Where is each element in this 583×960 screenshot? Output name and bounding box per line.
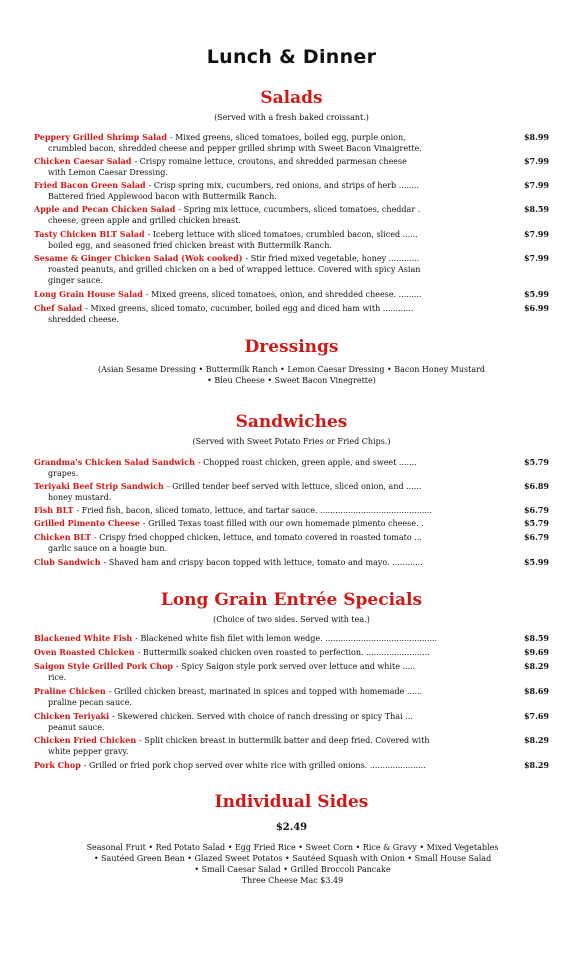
sides-line: Seasonal Fruit • Red Potato Salad • Egg Fried Rice • Sweet Corn • Rice & Gravy • Mixed Vegetables: [86, 843, 499, 852]
item-name: Oven Roasted Chicken: [34, 647, 135, 657]
item-name: Teriyaki Beef Strip Sandwich: [34, 481, 164, 491]
item-desc: - Skewered chicken. Served with choice of ranch dressing or spicy Thai ...: [112, 712, 413, 721]
item-name: Grilled Pimento Cheese: [34, 518, 140, 528]
sides-list: [30, 842, 555, 886]
sandwiches-heading: Sandwiches: [235, 412, 348, 432]
item-price: $8.69: [523, 686, 549, 696]
menu-item: [34, 633, 549, 644]
item-name: Chicken Teriyaki: [34, 711, 110, 721]
item-name: Pork Chop: [34, 760, 81, 770]
item-desc: - Mixed greens, sliced tomatoes, boiled egg, purple onion,: [169, 133, 406, 142]
item-name: Saigon Style Grilled Pork Chop: [34, 661, 173, 671]
salads-note: (Served with a fresh baked croissant.): [214, 113, 369, 122]
item-desc-cont: ginger sauce.: [48, 276, 103, 285]
sides-price: $2.49: [275, 822, 308, 833]
item-desc-cont: white pepper gravy.: [48, 747, 129, 756]
item-desc: - Grilled or fried pork chop served over white rice with grilled onions. ......................: [83, 761, 426, 770]
item-desc: - Mixed greens, sliced tomatoes, onion, and shredded cheese. .........: [145, 290, 422, 299]
item-name: Club Sandwich: [34, 557, 101, 567]
item-name: Praline Chicken: [34, 686, 106, 696]
item-price: $5.99: [523, 289, 549, 299]
item-name: Chef Salad: [34, 303, 83, 313]
item-desc: - Crispy fried chopped chicken, lettuce, and tomato covered in roasted tomato ...: [94, 533, 422, 542]
sandwiches-note: (Served with Sweet Potato Fries or Fried Chips.): [192, 437, 391, 446]
menu-item: [34, 661, 549, 683]
menu-item: [34, 557, 549, 568]
item-name: Apple and Pecan Chicken Salad: [34, 204, 176, 214]
item-price: $6.99: [523, 303, 549, 313]
sides-line: • Sautéed Green Bean • Glazed Sweet Potatos • Sautéed Squash with Onion • Small House Salad: [93, 854, 492, 863]
item-price: $8.59: [523, 204, 549, 214]
menu-item: [34, 204, 549, 226]
salads-heading: Salads: [260, 88, 323, 108]
item-price: $7.99: [523, 253, 549, 263]
item-desc: - Mixed greens, sliced tomato, cucumber, boiled egg and diced ham with ............: [85, 304, 414, 313]
item-price: $8.99: [523, 132, 549, 142]
menu-item: [34, 760, 549, 771]
sides-line: • Small Caesar Salad • Grilled Broccoli Pancake: [194, 865, 391, 874]
menu-item: [34, 481, 549, 503]
item-price: $7.99: [523, 156, 549, 166]
menu-item: [34, 532, 549, 554]
item-price: $5.79: [523, 457, 549, 467]
item-desc: - Spring mix lettuce, cucumbers, sliced tomatoes, cheddar .: [178, 205, 421, 214]
item-price: $8.29: [523, 735, 549, 745]
item-desc: - Stir fried mixed vegetable, honey ............: [245, 254, 420, 263]
menu-item: [34, 156, 549, 178]
item-price: $6.79: [523, 505, 549, 515]
item-price: $8.59: [523, 633, 549, 643]
item-desc: - Grilled tender beef served with lettuce, sliced onion, and ......: [166, 482, 422, 491]
menu-item: [34, 303, 549, 325]
item-price: $8.29: [523, 760, 549, 770]
entrees-note: (Choice of two sides. Served with tea.): [213, 615, 370, 624]
item-desc-cont: garlic sauce on a hoagie bun.: [48, 544, 168, 553]
menu-item: [34, 735, 549, 757]
item-name: Fried Bacon Green Salad: [34, 180, 146, 190]
menu-item: [34, 132, 549, 154]
item-price: $5.79: [523, 518, 549, 528]
item-desc-cont: peanut sauce.: [48, 723, 105, 732]
entrees-heading: Long Grain Entrée Specials: [160, 590, 423, 610]
dressings-line: • Bleu Cheese • Sweet Bacon Vinegrette): [207, 376, 376, 385]
item-name: Fish BLT: [34, 505, 74, 515]
item-name: Chicken Caesar Salad: [34, 156, 132, 166]
item-name: Sesame & Ginger Chicken Salad (Wok cooked): [34, 253, 243, 263]
item-desc: - Crispy romaine lettuce, croutons, and shredded parmesan cheese: [134, 157, 407, 166]
item-desc-cont: Battered fried Applewood bacon with Buttermilk Ranch.: [48, 192, 277, 201]
item-desc: - Buttermilk soaked chicken oven roasted to perfection. .........................: [137, 648, 430, 657]
item-desc-cont: boiled egg, and seasoned fried chicken breast with Buttermilk Ranch.: [48, 241, 332, 250]
item-desc-cont: with Lemon Caesar Dressing.: [48, 168, 168, 177]
menu-item: [34, 457, 549, 479]
item-desc: - Crisp spring mix, cucumbers, red onions, and strips of herb ........: [148, 181, 420, 190]
item-name: Long Grain House Salad: [34, 289, 143, 299]
dressings-list: [30, 364, 553, 386]
item-desc-cont: roasted peanuts, and grilled chicken on a bed of wrapped lettuce. Covered with spicy Asian: [48, 265, 421, 274]
menu-item: [34, 518, 549, 529]
item-name: Blackened White Fish: [34, 633, 133, 643]
menu-item: [34, 505, 549, 516]
menu-item: [34, 647, 549, 658]
item-desc: - Chopped roast chicken, green apple, and sweet .......: [197, 458, 417, 467]
item-price: $9.69: [523, 647, 549, 657]
item-desc-cont: rice.: [48, 673, 67, 682]
item-price: $7.99: [523, 180, 549, 190]
item-desc: - Blackened white fish filet with lemon wedge. ............................................: [135, 634, 438, 643]
item-desc-cont: praline pecan sauce.: [48, 698, 132, 707]
item-desc: - Shaved ham and crispy bacon topped with lettuce, tomato and mayo. ............: [103, 558, 423, 567]
item-name: Chicken Fried Chicken: [34, 735, 137, 745]
item-desc-cont: honey mustard.: [48, 493, 112, 502]
item-desc: - Spicy Saigon style pork served over lettuce and white .....: [176, 662, 416, 671]
page-title: Lunch & Dinner: [206, 46, 377, 68]
menu-item: [34, 253, 549, 286]
item-desc-cont: grapes.: [48, 469, 79, 478]
sides-line: Three Cheese Mac $3.49: [241, 876, 344, 885]
item-desc: - Iceberg lettuce with sliced tomatoes, crumbled bacon, sliced ......: [147, 230, 418, 239]
item-price: $7.69: [523, 711, 549, 721]
item-name: Peppery Grilled Shrimp Salad: [34, 132, 167, 142]
item-desc: - Grilled chicken breast, marinated in spices and topped with homemade ......: [108, 687, 423, 696]
dressings-heading: Dressings: [244, 337, 339, 357]
item-name: Grandma's Chicken Salad Sandwich: [34, 457, 195, 467]
item-price: $7.99: [523, 229, 549, 239]
sides-heading: Individual Sides: [214, 792, 369, 812]
menu-item: [34, 289, 549, 300]
menu-item: [34, 711, 549, 733]
menu-item: [34, 180, 549, 202]
menu-item: [34, 229, 549, 251]
item-price: $5.99: [523, 557, 549, 567]
dressings-line: (Asian Sesame Dressing • Buttermilk Ranch • Lemon Caesar Dressing • Bacon Honey Mustard: [97, 365, 486, 374]
item-desc-cont: cheese, green apple and grilled chicken breast.: [48, 216, 241, 225]
item-price: $6.89: [523, 481, 549, 491]
item-desc: - Fried fish, bacon, sliced tomato, lettuce, and tartar sauce. ............................................: [76, 506, 432, 515]
item-desc: - Split chicken breast in buttermilk batter and deep fried. Covered with: [139, 736, 430, 745]
item-price: $6.79: [523, 532, 549, 542]
item-price: $8.29: [523, 661, 549, 671]
menu-item: [34, 686, 549, 708]
item-name: Chicken BLT: [34, 532, 92, 542]
item-desc-cont: shredded cheese.: [48, 315, 119, 324]
item-name: Tasty Chicken BLT Salad: [34, 229, 145, 239]
item-desc: - Grilled Texas toast filled with our own homemade pimento cheese. .: [142, 519, 424, 528]
item-desc-cont: crumbled bacon, shredded cheese and pepper grilled shrimp with Sweet Bacon Vinaigrette.: [48, 144, 422, 153]
